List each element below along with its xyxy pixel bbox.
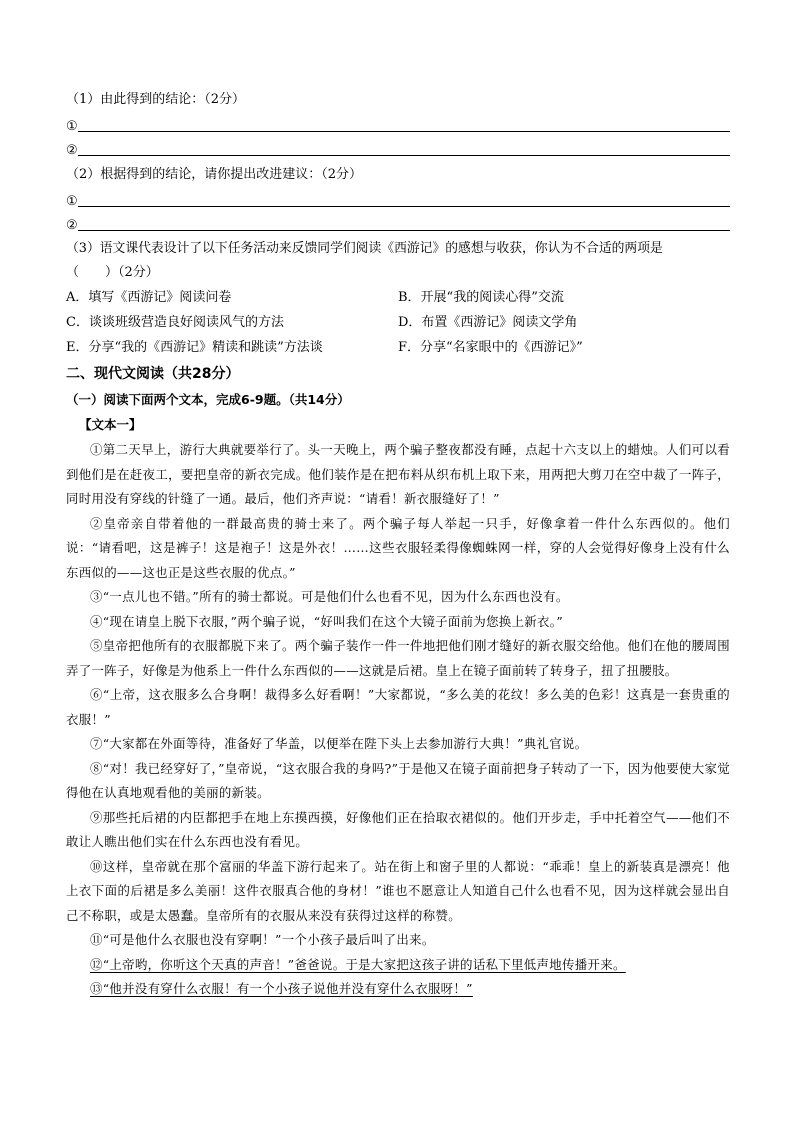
passage-paragraph-11: ⑪“可是他什么衣服也没有穿啊！”一个小孩子最后叫了出来。 xyxy=(90,932,435,947)
passage-paragraph-8: ⑧“对！我已经穿好了，”皇帝说，“这衣服合我的身吗?”于是他又在镜子面前把身子转动了一下，因为他要使大家觉得他在认真地观看他的美丽的新装。 xyxy=(66,760,730,800)
option-a: A．填写《西游记》阅读问卷 xyxy=(66,290,232,305)
passage-paragraph-7: ⑦“大家都在外面等待，准备好了华盖，以便举在陛下头上去参加游行大典！”典礼官说。 xyxy=(90,736,588,751)
answer-rule xyxy=(78,119,730,132)
passage-paragraph-6: ⑥“上帝，这衣服多么合身啊！裁得多么好看啊！”大家都说，“多么美的花纹！多么美的色彩！这真是一套贵重的衣服！” xyxy=(66,687,730,727)
option-e: E．分享“我的《西游记》精读和跳读”方法谈 xyxy=(66,340,323,355)
passage-paragraph-3: ③“一点儿也不错。”所有的骑士都说。可是他们什么也看不见，因为什么东西也没有。 xyxy=(90,589,569,604)
option-d: D．布置《西游记》阅读文学角 xyxy=(398,315,578,330)
passage-paragraph-2: ②皇帝亲自带着他的一群最高贵的骑士来了。两个骗子每人举起一只手，好像拿着一件什么东西似的。他们说：“请看吧，这是裤子！这是袍子！这是外衣！……这些衣服轻柔得像蜘蛛网一样，穿的人会觉得好像身上没有什么东西似的——这也正是这些衣服的优点。” xyxy=(66,515,730,580)
q2-answer-line-2[interactable] xyxy=(66,211,730,235)
underlined-sentence: ⑬“他并没有穿什么衣服！有一个小孩子说他并没有穿什么衣服呀！” xyxy=(90,981,473,996)
passage-paragraph-9: ⑨那些托后裙的内臣都把手在地上东摸西摸，好像他们正在拾取衣裙似的。他们开步走，手中托着空气——他们不敢让人瞧出他们实在什么东西也没有看见。 xyxy=(66,809,730,849)
answer-rule xyxy=(78,194,730,207)
q1-prompt: （1）由此得到的结论：（2分） xyxy=(66,92,246,107)
option-f: F．分享“名家眼中的《西游记》” xyxy=(398,340,583,355)
section-subtitle: （一）阅读下面两个文本，完成6-9题。（共14分） xyxy=(66,392,350,407)
q1-answer-line-1[interactable] xyxy=(66,112,730,136)
q2-prompt: （2）根据得到的结论，请你提出改进建议：（2分） xyxy=(66,167,363,182)
option-c: C．谈谈班级营造良好阅读风气的方法 xyxy=(66,315,284,330)
passage-paragraph-4: ④“现在请皇上脱下衣服，”两个骗子说，“好叫我们在这个大镜子面前为您换上新衣。” xyxy=(90,613,563,629)
passage-paragraph-10: ⑩这样，皇帝就在那个富丽的华盖下游行起来了。站在街上和窗子里的人都说：“乖乖！皇上的新装真是漂亮！他上衣下面的后裙是多么美丽！这件衣服真合他的身材！”谁也不愿意让人知道自己什么也看不见，因为这样就会显出自己不称职，或是太愚蠢。皇帝所有的衣服从来没有获得过这样的称赞。 xyxy=(66,858,730,923)
section-title: 二、现代文阅读（共28分） xyxy=(66,366,240,382)
answer-number: ① xyxy=(66,119,78,134)
passage-paragraph-13 xyxy=(66,977,730,1002)
underlined-sentence: ⑫“上帝哟，你听这个天真的声音！”爸爸说。于是大家把这孩子讲的话私下里低声地传播开来。 xyxy=(90,956,626,972)
answer-number: ① xyxy=(66,194,78,209)
text-tag: 【文本一】 xyxy=(79,417,142,432)
q3-prompt-line-1: （3）语文课代表设计了以下任务活动来反馈同学们阅读《西游记》的感想与收获，你认为不合适的两项是 xyxy=(66,241,663,256)
reading-passage xyxy=(66,438,730,1002)
exam-page xyxy=(66,88,730,1002)
answer-rule xyxy=(78,218,730,231)
passage-paragraph-5: ⑤皇帝把他所有的衣服都脱下来了。两个骗子装作一件一件地把他们刚才缝好的新衣服交给他。他们在他的腰周围弄了一阵子，好像是为他系上一件什么东西似的——这就是后裙。皇上在镜子面前转了转身子，扭了扭腰肢。 xyxy=(66,638,730,678)
q3-prompt-line-2: （ ）（2分） xyxy=(66,265,159,280)
passage-paragraph-12 xyxy=(66,953,730,978)
q2-answer-line-1[interactable] xyxy=(66,187,730,211)
answer-number: ② xyxy=(66,143,78,158)
answer-number: ② xyxy=(66,218,78,233)
answer-rule xyxy=(78,143,730,156)
passage-paragraph-1: ①第二天早上，游行大典就要举行了。头一天晚上，两个骗子整夜都没有睡，点起十六支以上的蜡烛。人们可以看到他们是在赶夜工，要把皇帝的新衣完成。他们装作是在把布料从织布机上取下来，用两把大剪刀在空中裁了一阵子，同时用没有穿线的针缝了一通。最后，他们齐声说：“请看！新衣服缝好了！” xyxy=(66,442,730,506)
q3-options xyxy=(66,285,730,360)
option-b: B．开展“我的阅读心得”交流 xyxy=(398,290,564,305)
q1-answer-line-2[interactable] xyxy=(66,136,730,160)
